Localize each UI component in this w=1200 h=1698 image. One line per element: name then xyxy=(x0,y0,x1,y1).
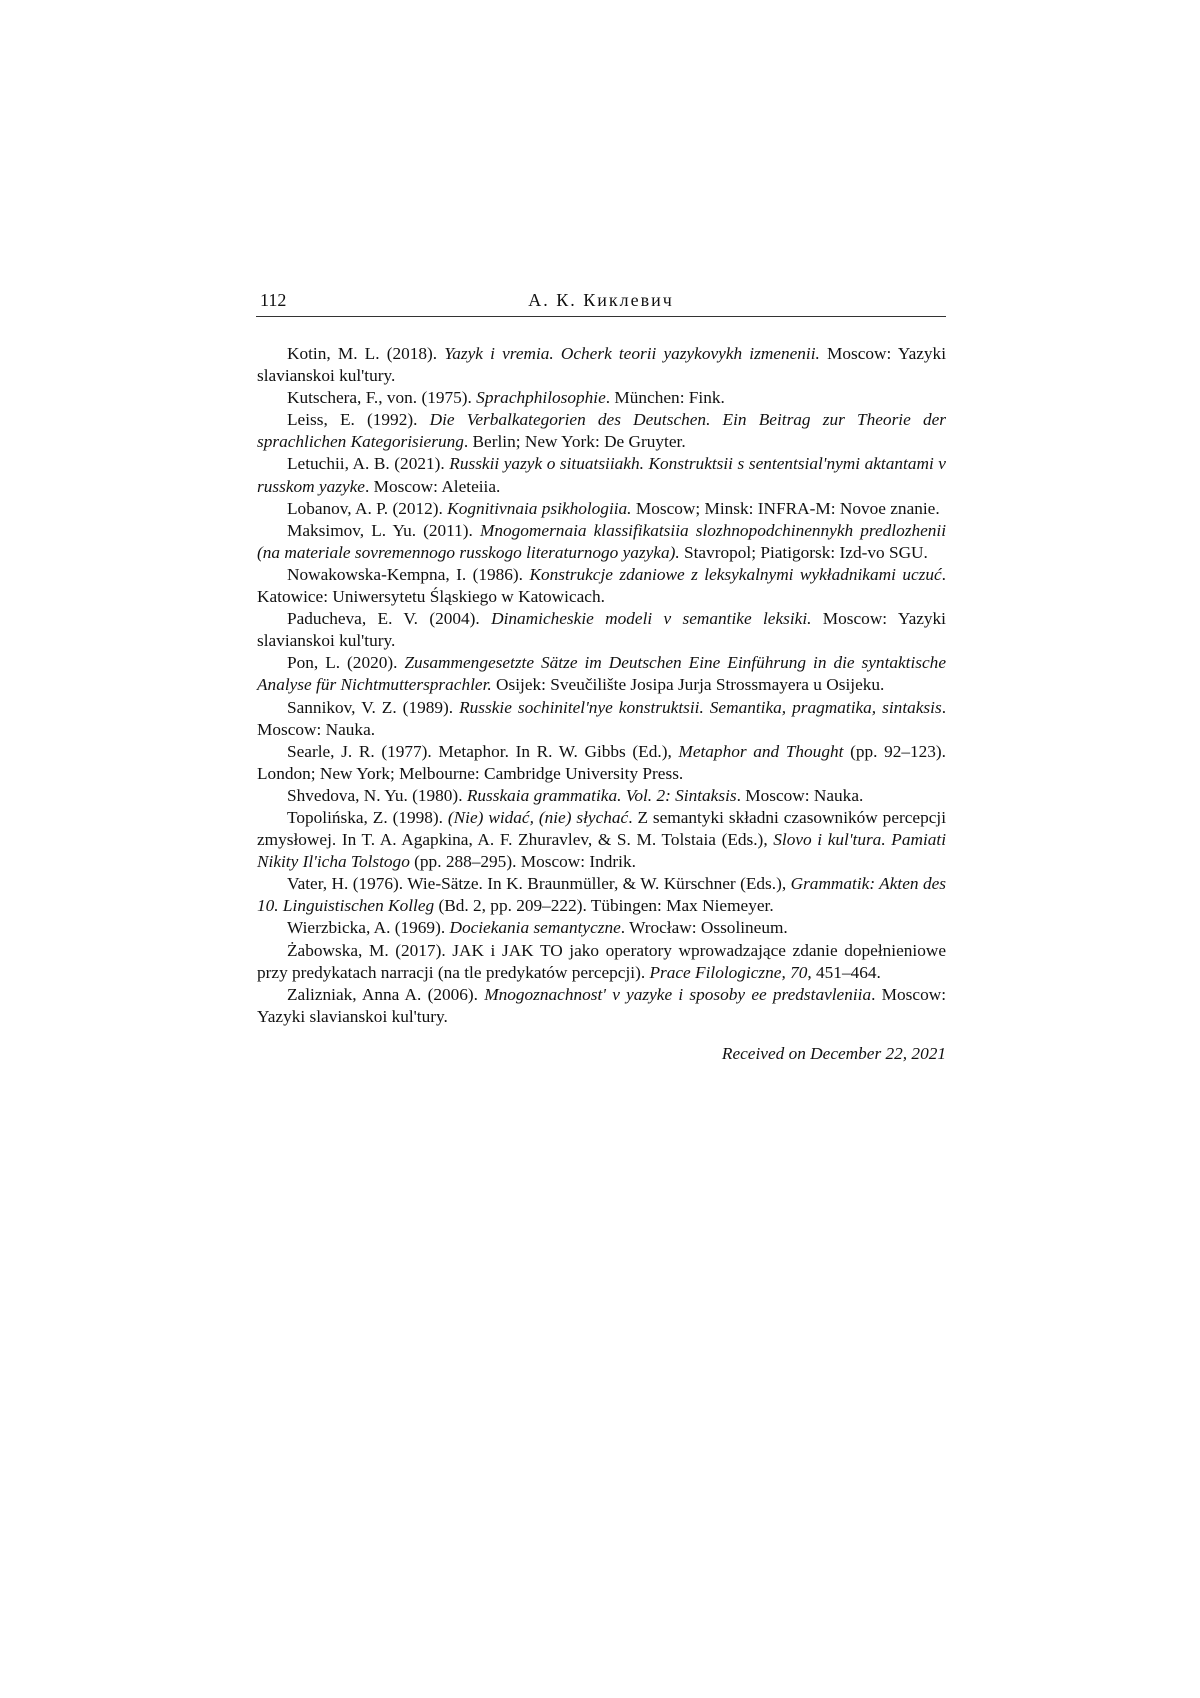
running-head: А. К. Киклевич xyxy=(528,290,674,310)
reference-text: Pon, L. (2020). xyxy=(287,653,405,673)
reference-text: Wierzbicka, A. (1969). xyxy=(287,918,450,938)
page-header xyxy=(256,290,946,317)
reference-entry xyxy=(257,873,946,917)
reference-title: Mnogoznachnost' v yazyke i sposoby ee predstavleniia xyxy=(484,984,872,1004)
reference-entry xyxy=(257,807,946,873)
reference-text: , 451–464. xyxy=(807,962,881,982)
reference-entry xyxy=(257,343,946,387)
reference-text: Searle, J. R. (1977). Metaphor. In R. W. Gibbs (Ed.), xyxy=(287,741,679,761)
reference-text: Kutschera, F., von. (1975). xyxy=(287,388,477,408)
reference-text: (Bd. 2, pp. 209–222). Tübingen: Max Niemeyer. xyxy=(434,896,774,916)
reference-text: Zalizniak, Anna A. (2006). xyxy=(287,984,485,1004)
reference-text: . München: Fink. xyxy=(605,388,725,408)
reference-text: Osijek: Sveučilište Josipa Jurja Strossmayera u Osijeku. xyxy=(491,675,885,695)
reference-text: . Berlin; New York: De Gruyter. xyxy=(463,432,686,452)
reference-entry xyxy=(257,697,946,741)
reference-title: Prace Filologiczne, 70 xyxy=(649,962,808,982)
reference-text: Sannikov, V. Z. (1989). xyxy=(287,697,460,717)
received-date: Received on December 22, 2021 xyxy=(721,1043,946,1063)
reference-entry xyxy=(257,652,946,696)
reference-title: Yazyk i vremia. Ocherk teorii yazykovykh izmenenii. xyxy=(444,344,820,363)
reference-entry xyxy=(257,498,946,520)
reference-title: Kognitivnaia psikhologiia. xyxy=(447,498,632,518)
reference-entry xyxy=(257,741,946,785)
reference-text: Nowakowska-Kempna, I. (1986). xyxy=(287,564,530,584)
reference-text: . Moscow: Aleteiia. xyxy=(364,476,501,496)
reference-entry xyxy=(257,520,946,564)
reference-entry xyxy=(257,917,946,939)
reference-title: Sprachphilosophie xyxy=(476,388,606,408)
reference-title: Russkaia grammatika. Vol. 2: Sintaksis xyxy=(466,785,737,805)
reference-entry xyxy=(257,564,946,608)
reference-text: Kotin, M. L. (2018). xyxy=(287,344,445,363)
reference-text: . Z semantyki składni czasowników percepcji zmysłowej. In T. A. Agapkina, A. F. Zhuravlev, & S. M. Tolstaia (Eds.), xyxy=(257,807,946,850)
page-number: 112 xyxy=(260,290,287,310)
reference-entry xyxy=(257,387,946,409)
reference-entries xyxy=(257,343,946,1028)
reference-title: Grammatik: Akten des 10. Linguistischen Kolleg xyxy=(257,874,946,916)
reference-text: . Moscow: Nauka. xyxy=(736,785,864,805)
reference-text: Letuchii, A. B. (2021). xyxy=(287,454,450,474)
reference-text: . Moscow: Nauka. xyxy=(257,697,947,739)
reference-text: (pp. 92–123). London; New York; Melbourne: Cambridge University Press. xyxy=(257,741,946,783)
reference-title: Dociekania semantyczne xyxy=(449,918,621,938)
reference-text: Moscow: Yazyki slavianskoi kul'tury. xyxy=(257,344,946,386)
reference-text: Stavropol; Piatigorsk: Izd-vo SGU. xyxy=(679,542,928,562)
reference-title: Die Verbalkategorien des Deutschen. Ein Beitrag zur Theorie der sprachlichen Kategorisierung xyxy=(257,410,946,452)
reference-text: Lobanov, A. P. (2012). xyxy=(287,498,448,518)
reference-title: Mnogomernaia klassifikatsiia slozhnopodchinennykh predlozhenii (na materiale sovremennogo russkogo literaturnogo yazyka). xyxy=(257,520,946,562)
reference-title: Slovo i kul'tura. Pamiati Nikity Il'icha Tolstogo xyxy=(257,830,946,872)
reference-title: Konstrukcje zdaniowe z leksykalnymi wykładnikami uczuć xyxy=(529,564,942,584)
reference-title: Zusammengesetzte Sätze im Deutschen Eine Einführung in die syntaktische Analyse für Nichtmuttersprachler. xyxy=(257,653,946,695)
reference-entry xyxy=(257,453,946,497)
reference-text: Moscow; Minsk: INFRA-M: Novoe znanie. xyxy=(631,498,940,518)
reference-text: (pp. 288–295). Moscow: Indrik. xyxy=(409,852,636,872)
reference-title: Russkie sochinitel'nye konstruktsii. Semantika, pragmatika, sintaksis xyxy=(459,697,942,717)
reference-title: Dinamicheskie modeli v semantike leksiki. xyxy=(491,609,812,629)
reference-text: . Wrocław: Ossolineum. xyxy=(620,918,788,938)
reference-text: Paducheva, E. V. (2004). xyxy=(287,609,492,629)
reference-entry xyxy=(257,984,946,1028)
reference-entry xyxy=(257,608,946,652)
reference-entry xyxy=(257,940,946,984)
reference-title: Russkii yazyk o situatsiiakh. Konstruktsii s sententsial'nymi aktantami v russkom yazyke xyxy=(257,454,946,496)
reference-text: Topolińska, Z. (1998). xyxy=(287,807,448,827)
reference-entry xyxy=(257,409,946,453)
reference-entry xyxy=(257,785,946,807)
reference-text: Maksimov, L. Yu. (2011). xyxy=(287,520,480,540)
reference-list xyxy=(257,343,946,1065)
reference-text: Moscow: Yazyki slavianskoi kul'tury. xyxy=(257,609,946,651)
reference-text: Leiss, E. (1992). xyxy=(287,410,430,430)
reference-text: Vater, H. (1976). Wie-Sätze. In K. Braunmüller, & W. Kürschner (Eds.), xyxy=(287,874,791,894)
reference-text: . Moscow: Yazyki slavianskoi kul'tury. xyxy=(257,984,946,1026)
reference-title: (Nie) widać, (nie) słychać xyxy=(447,807,629,827)
reference-text: . Katowice: Uniwersytetu Śląskiego w Katowicach. xyxy=(257,564,946,607)
reference-text: Shvedova, N. Yu. (1980). xyxy=(287,785,467,805)
reference-title: Metaphor and Thought xyxy=(678,741,844,761)
reference-text: Żabowska, M. (2017). JAK i JAK TO jako operatory wprowadzające zdanie dopełnieniowe przy predykatach narracji (na tle predykatów percepcji). xyxy=(257,940,946,982)
